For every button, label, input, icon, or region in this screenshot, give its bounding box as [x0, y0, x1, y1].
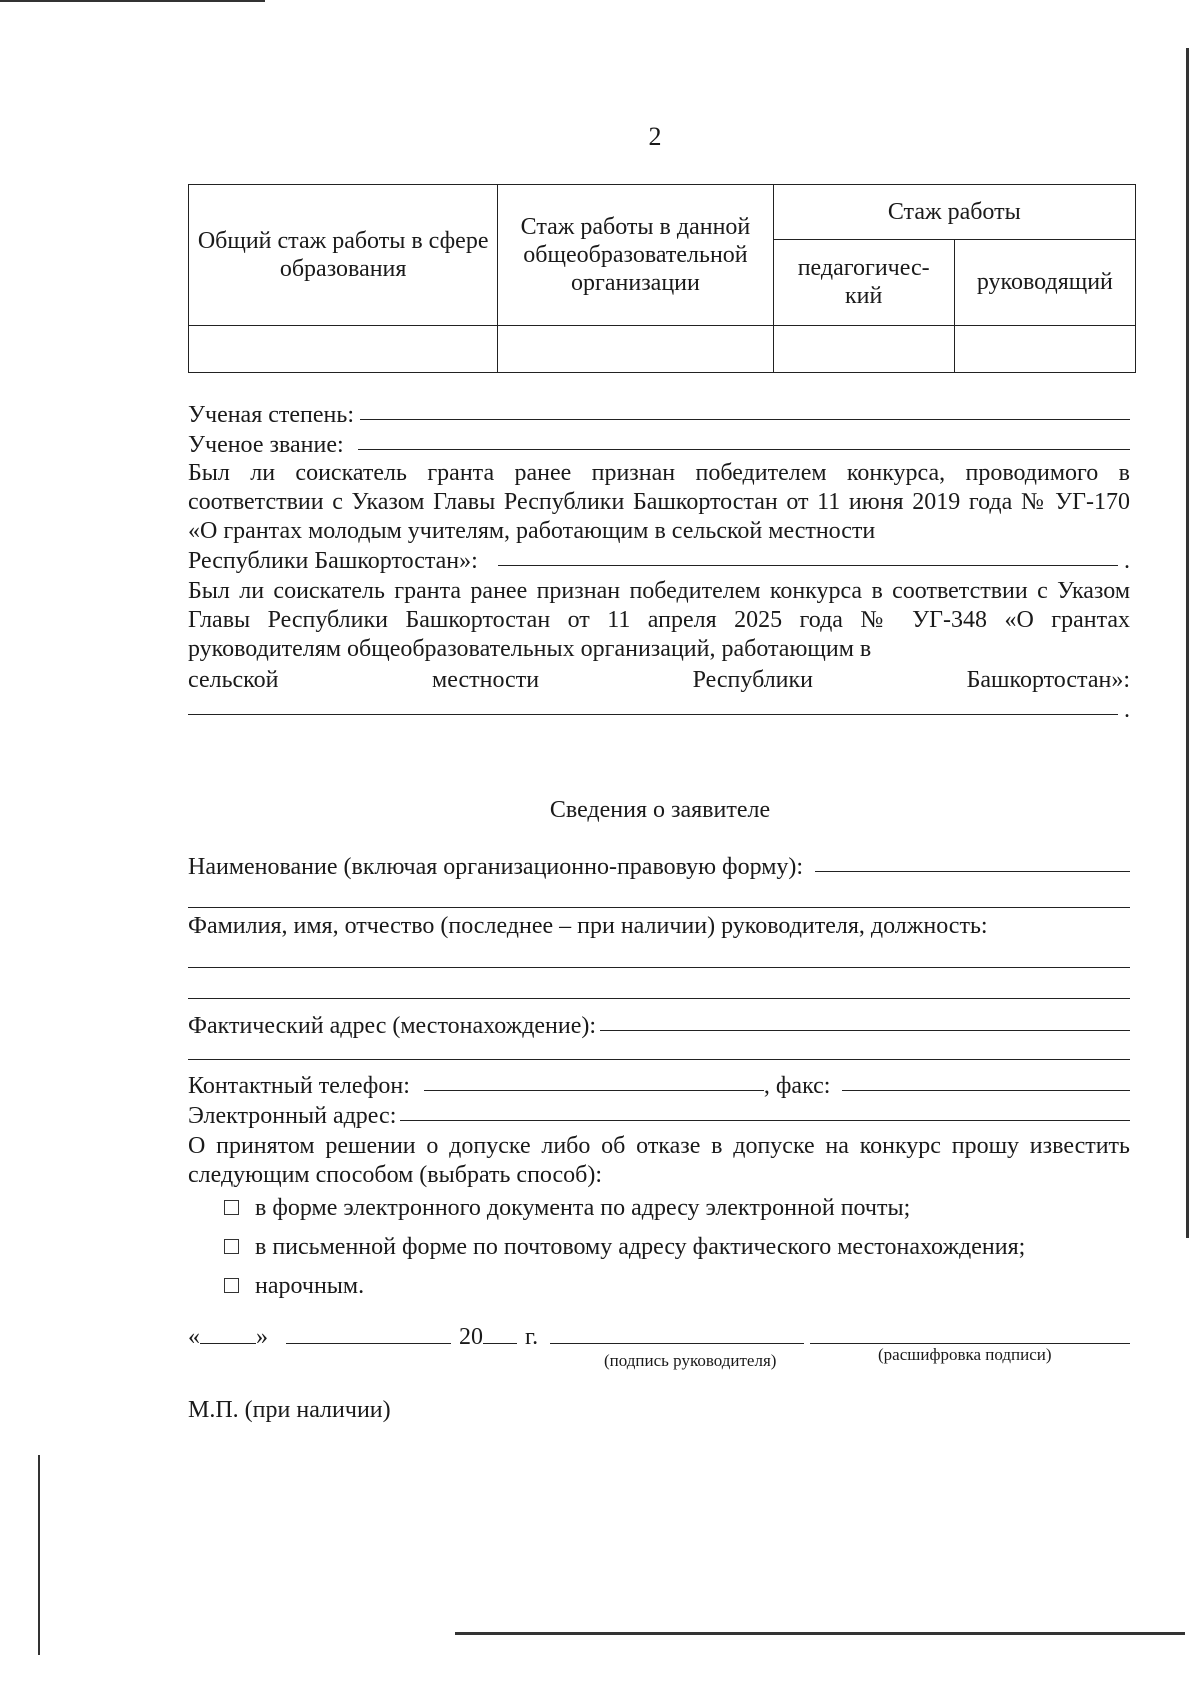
head-line-1[interactable]	[188, 967, 1130, 968]
table-header-managerial: руководящий	[954, 239, 1135, 325]
signature-caption: (подпись руководителя)	[604, 1351, 777, 1370]
table-header-pedagogical: педагогичес-кий	[773, 239, 954, 325]
decode-caption: (расшифровка подписи)	[878, 1345, 1052, 1364]
question-one-answer: Республики Башкортостан»: .	[188, 548, 1130, 574]
option-email-label: в форме электронного документа по адресу электронной почты;	[255, 1195, 911, 1221]
title-label: Ученое звание:	[188, 432, 344, 458]
degree-field	[188, 401, 1130, 430]
question-two-text: Был ли соискатель гранта ранее признан победителем конкурса в соответствии с Указом Главы Республики Башкортостан от 11 апреля 2025 года № УГ-348 «О грантах руководителям общеобразовательных организаций, работающим в	[188, 578, 1130, 662]
table-cell-pedagogical[interactable]	[773, 326, 954, 373]
option-courier[interactable]	[224, 1272, 364, 1301]
day-line[interactable]	[200, 1325, 256, 1344]
name-line[interactable]	[815, 853, 1130, 872]
table-cell-org[interactable]	[498, 326, 773, 373]
name-label: Наименование (включая организационно-правовую форму):	[188, 854, 804, 880]
phone-field	[188, 1072, 1130, 1101]
title-line[interactable]	[358, 431, 1130, 450]
title-field	[188, 431, 1130, 460]
checkbox-icon[interactable]	[224, 1200, 239, 1215]
email-field	[188, 1102, 1130, 1131]
page-number: 2	[648, 122, 662, 151]
question-two-answer: .	[188, 696, 1130, 725]
scan-edge-right	[1186, 48, 1189, 1238]
table-cell-managerial[interactable]	[954, 326, 1135, 373]
applicant-section-title: Сведения о заявителе	[549, 797, 771, 823]
scan-edge-top	[0, 0, 265, 2]
decode-line[interactable]	[810, 1325, 1130, 1344]
checkbox-icon[interactable]	[224, 1278, 239, 1293]
address-field	[188, 1012, 1130, 1041]
question-one-line[interactable]	[498, 547, 1118, 566]
option-post-label: в письменной форме по почтовому адресу фактического местонахождения;	[255, 1234, 1026, 1260]
notify-text: О принятом решении о допуске либо об отказе в допуске на конкурс прошу известить следующим способом (выбрать способ):	[188, 1133, 1130, 1188]
phone-label: Контактный телефон:	[188, 1073, 410, 1099]
phone-line[interactable]	[424, 1072, 764, 1091]
address-line-2[interactable]	[188, 1059, 1130, 1060]
question-one-text: Был ли соискатель гранта ранее признан победителем конкурса, проводимого в соответствии с Указом Главы Республики Башкортостан от 11 июня 2019 года № УГ-170 «О грантах молодым учителям, работающим в сельской местности	[188, 460, 1130, 544]
signature-line[interactable]	[550, 1325, 804, 1344]
address-line[interactable]	[600, 1012, 1130, 1031]
scan-edge-bottom	[455, 1632, 1185, 1635]
email-label: Электронный адрес:	[188, 1103, 397, 1129]
checkbox-icon[interactable]	[224, 1239, 239, 1254]
head-label: Фамилия, имя, отчество (последнее – при наличии) руководителя, должность:	[188, 913, 988, 939]
question-one-last-line: Республики Башкортостан»:	[188, 548, 478, 574]
scan-edge-left	[38, 1455, 40, 1655]
table-cell-total[interactable]	[189, 326, 498, 373]
table-header-total-experience: Общий стаж работы в сфере образования	[189, 185, 498, 326]
name-line-2[interactable]	[188, 907, 1130, 908]
degree-line[interactable]	[360, 401, 1130, 420]
year-prefix: 20	[459, 1324, 483, 1350]
fax-label: , факс:	[763, 1073, 831, 1099]
option-courier-label: нарочным.	[255, 1273, 365, 1299]
month-line[interactable]	[286, 1325, 451, 1344]
fax-line[interactable]	[842, 1072, 1130, 1091]
experience-table	[188, 184, 1136, 373]
table-header-org-experience: Стаж работы в данной общеобразовательной организации	[498, 185, 773, 326]
stamp-label: М.П. (при наличии)	[188, 1397, 391, 1423]
option-post[interactable]	[224, 1233, 1025, 1262]
option-email[interactable]	[224, 1194, 910, 1223]
year-line[interactable]	[483, 1325, 517, 1344]
table-header-experience-group: Стаж работы	[773, 185, 1135, 240]
year-suffix: г.	[525, 1324, 539, 1350]
quote-close: »	[256, 1324, 268, 1350]
question-two-last-line: сельской местности Республики Башкортостан»:	[188, 667, 1130, 693]
table-row	[189, 326, 1136, 373]
head-line-2[interactable]	[188, 998, 1130, 999]
quote-open: «	[188, 1324, 200, 1350]
email-line[interactable]	[400, 1102, 1130, 1121]
name-field	[188, 853, 1130, 882]
degree-label: Ученая степень:	[188, 402, 354, 428]
address-label: Фактический адрес (местонахождение):	[188, 1013, 597, 1039]
question-two-line[interactable]	[188, 696, 1118, 715]
